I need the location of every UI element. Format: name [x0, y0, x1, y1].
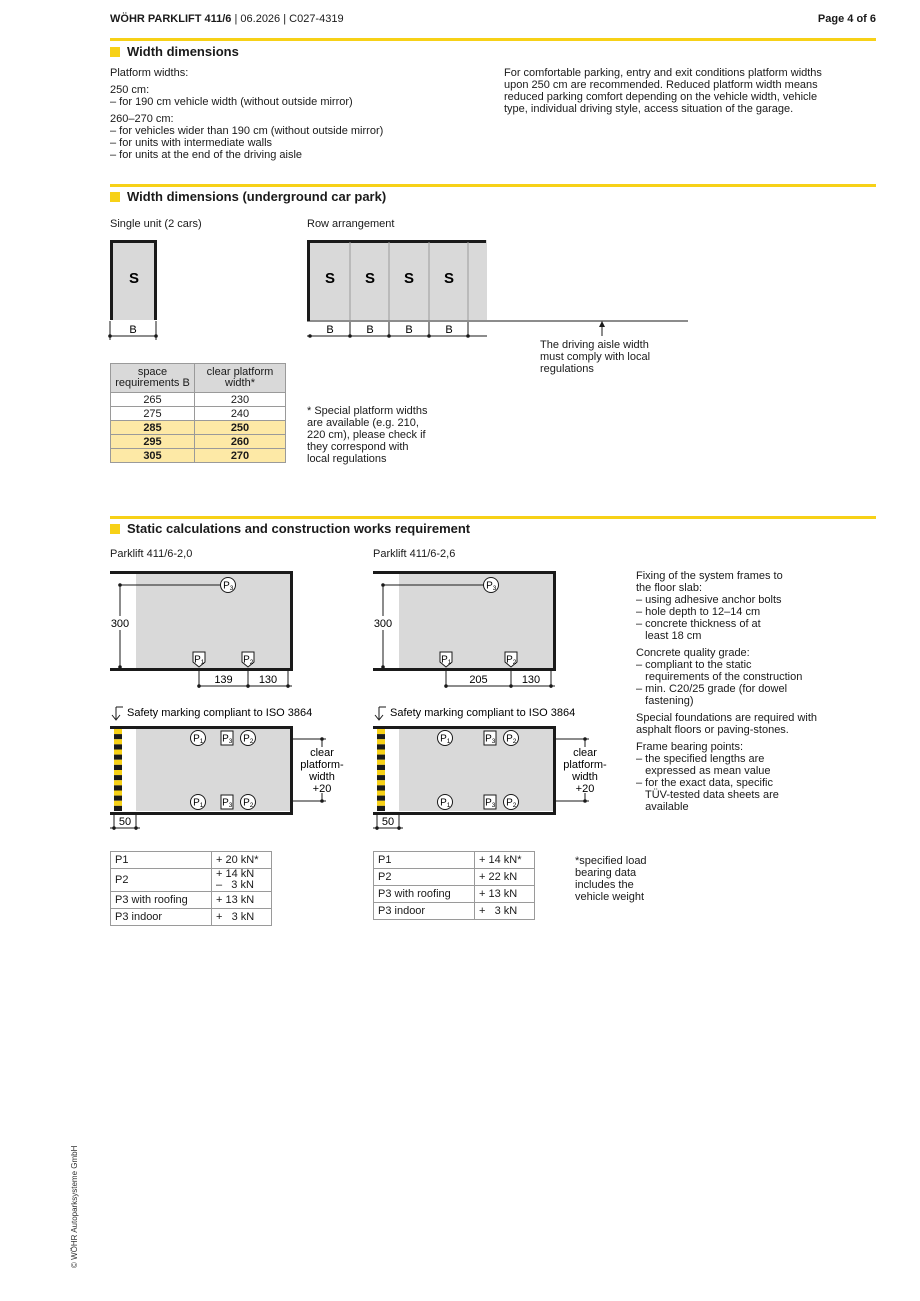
- section-square-icon: [110, 47, 120, 57]
- table-cell: P2: [111, 869, 212, 892]
- dim-dot: [112, 826, 116, 830]
- width-text-right: [504, 67, 884, 115]
- safety-stripe: [114, 760, 122, 765]
- safety-stripe: [114, 806, 122, 811]
- table-cell: 305: [111, 449, 195, 463]
- bearing-point-label: P: [506, 654, 513, 666]
- text-line: Platform widths:: [110, 67, 189, 79]
- safety-stripe: [377, 806, 385, 811]
- dim-dot: [375, 826, 379, 830]
- safety-stripe: [114, 734, 122, 739]
- bearing-point-label: P: [193, 733, 200, 745]
- safety-stripe: [377, 739, 385, 744]
- safety-stripe: [377, 744, 385, 749]
- text-line: available: [636, 801, 689, 813]
- text-line: 250 cm:: [110, 84, 150, 96]
- bearing-point-label: P: [506, 733, 513, 745]
- safety-stripe: [377, 801, 385, 806]
- text-line: – compliant to the static: [636, 659, 752, 671]
- platform-rect: [136, 729, 290, 811]
- table-cell: P1: [374, 852, 475, 869]
- model-name: Parklift 411/6-2,6: [373, 548, 456, 560]
- section-square-icon: [110, 524, 120, 534]
- text-line: least 18 cm: [636, 630, 702, 642]
- text-line: – for 190 cm vehicle width (without outside mirror): [110, 96, 353, 108]
- bearing-point-subscript: 1: [200, 659, 205, 666]
- bearing-point-subscript: 2: [512, 802, 517, 809]
- text-line: The driving aisle width: [540, 339, 649, 351]
- dim-dot: [246, 684, 250, 688]
- page-number: Page 4 of 6: [817, 13, 876, 25]
- table-row: [111, 449, 286, 463]
- space-label: S: [403, 270, 415, 287]
- dim-label: 139: [214, 674, 233, 686]
- table-cell: P3 with roofing: [374, 886, 475, 903]
- safety-stripe: [114, 770, 122, 775]
- clear-width-label: clear: [573, 747, 597, 759]
- arrow-down-icon: [375, 707, 386, 720]
- copyright: © WÖHR Autoparksysteme GmbH: [70, 1145, 79, 1268]
- table-cell: 265: [111, 393, 195, 407]
- safety-stripe: [377, 734, 385, 739]
- text-line: regulations: [540, 363, 594, 375]
- dim-dot: [381, 665, 385, 669]
- load-footnote: [575, 855, 647, 903]
- table-cell: + 13 kN: [475, 886, 535, 903]
- table-cell: 250: [195, 421, 286, 435]
- safety-stripe: [114, 765, 122, 770]
- dim-label: 130: [258, 674, 278, 686]
- text-line: upon 250 cm are recommended. Reduced platform width means: [504, 79, 818, 91]
- table-cell: + 14 kN*: [475, 852, 535, 869]
- space-label: S: [128, 270, 140, 287]
- divider: [110, 184, 876, 187]
- bearing-point-label: P: [441, 654, 448, 666]
- safety-stripe: [377, 765, 385, 770]
- safety-stripe: [377, 760, 385, 765]
- clear-width-label: platform-: [563, 759, 607, 771]
- safety-stripe: [377, 791, 385, 796]
- bearing-point-subscript: 2: [249, 738, 254, 745]
- safety-stripe: [114, 780, 122, 785]
- bearing-point-label: P: [485, 733, 492, 745]
- dim-dot: [509, 684, 513, 688]
- section-width-dimensions: Width dimensions: [110, 44, 239, 59]
- table-row: [111, 407, 286, 421]
- table-row: [374, 852, 535, 869]
- text-line: they correspond with: [307, 441, 409, 453]
- platform-rect: [136, 574, 290, 668]
- bearing-point-subscript: 3: [492, 585, 497, 592]
- safety-stripe: [377, 750, 385, 755]
- table-cell: + 20 kN*: [212, 852, 272, 869]
- text-line: – for the exact data, specific: [636, 777, 773, 789]
- bearing-point-label: P: [194, 654, 201, 666]
- clear-width-label: width: [572, 771, 598, 783]
- space-requirements-table: [110, 363, 286, 463]
- bearing-point-subscript: 3: [229, 585, 234, 592]
- text-line: are available (e.g. 210,: [307, 417, 419, 429]
- doc-meta: | 06.2026 | C027-4319: [231, 13, 344, 25]
- text-line: asphalt floors or paving-stones.: [636, 724, 789, 736]
- text-line: the floor slab:: [636, 582, 703, 594]
- text-line: * Special platform widths: [307, 405, 428, 417]
- table-row: [374, 869, 535, 886]
- section-square-icon: [110, 192, 120, 202]
- dim-dot: [397, 826, 401, 830]
- safety-stripe: [114, 744, 122, 749]
- width-text-left: [110, 67, 490, 161]
- bearing-point-label: P: [223, 580, 230, 592]
- bearing-point-subscript: 2: [249, 802, 254, 809]
- bearing-point-label: P: [486, 580, 493, 592]
- bearing-point-subscript: 1: [199, 802, 204, 809]
- dim-label: 205: [469, 674, 488, 686]
- bearing-point-subscript: 2: [249, 659, 254, 666]
- dim-b-label: B: [366, 324, 374, 336]
- table-cell: P3 with roofing: [111, 892, 212, 909]
- clear-width-label: width: [309, 771, 335, 783]
- text-line: must comply with local: [540, 351, 651, 363]
- safety-stripe: [114, 755, 122, 760]
- text-line: – for units with intermediate walls: [110, 137, 273, 149]
- text-line: *specified load: [575, 855, 647, 867]
- divider: [110, 38, 876, 41]
- table-cell: 230: [195, 393, 286, 407]
- safety-stripe: [114, 785, 122, 790]
- section-underground: Width dimensions (underground car park): [110, 189, 386, 204]
- safety-stripe: [114, 750, 122, 755]
- clear-width-label: clear: [310, 747, 334, 759]
- table-cell: 260: [195, 435, 286, 449]
- bearing-point-subscript: 1: [446, 738, 451, 745]
- safety-stripe: [377, 796, 385, 801]
- dim-dot: [549, 684, 553, 688]
- text-line: Concrete quality grade:: [636, 647, 750, 659]
- table-row: [111, 852, 272, 869]
- dim-dot: [134, 826, 138, 830]
- clear-width-label: +20: [312, 783, 332, 795]
- height-label: 300: [110, 618, 130, 630]
- table-row: [111, 435, 286, 449]
- text-line: vehicle weight: [575, 891, 645, 903]
- arrow-down-icon: [112, 707, 123, 720]
- dim-dot: [286, 684, 290, 688]
- table-cell: 285: [111, 421, 195, 435]
- bearing-point-subscript: 1: [199, 738, 204, 745]
- dim-b-label: B: [326, 324, 334, 336]
- dim-dot: [197, 684, 201, 688]
- table-cell: P2: [374, 869, 475, 886]
- dim-label: 130: [521, 674, 541, 686]
- bearing-point-label: P: [222, 797, 229, 809]
- text-line: requirements of the construction: [636, 671, 803, 683]
- table-row: [111, 909, 272, 926]
- bearing-point-label: P: [193, 797, 200, 809]
- bearing-point-label: P: [440, 733, 447, 745]
- text-line: – using adhesive anchor bolts: [636, 594, 782, 606]
- text-line: bearing data: [575, 867, 637, 879]
- aisle-note: [540, 339, 650, 375]
- bearing-point-subscript: 3: [491, 802, 496, 809]
- doc-header: [110, 13, 344, 25]
- safety-stripe: [377, 775, 385, 780]
- text-line: – hole depth to 12–14 cm: [636, 606, 761, 618]
- space-label: S: [443, 270, 455, 287]
- table-cell: 275: [111, 407, 195, 421]
- row-arrangement-label: Row arrangement: [307, 218, 395, 230]
- safety-stripe: [114, 796, 122, 801]
- text-line: fastening): [636, 695, 694, 707]
- underground-diagram: [100, 230, 720, 350]
- platform-rect: [399, 574, 553, 668]
- text-line: type, individual driving style, access situation of the garage.: [504, 103, 794, 115]
- safety-label: Safety marking compliant to ISO 3864: [127, 707, 313, 719]
- text-line: TÜV-tested data sheets are: [636, 789, 779, 801]
- dim-label: 50: [381, 816, 395, 828]
- text-line: local regulations: [307, 453, 387, 465]
- table-row: [374, 886, 535, 903]
- height-label: 300: [373, 618, 393, 630]
- table-header: space requirements B: [111, 364, 195, 393]
- bearing-point-subscript: 1: [447, 659, 452, 666]
- table-header: clear platform width*: [195, 364, 286, 393]
- static-notes: [636, 570, 876, 813]
- table-cell: P3 indoor: [111, 909, 212, 926]
- bearing-point-subscript: 3: [491, 738, 496, 745]
- bearing-point-label: P: [506, 797, 513, 809]
- table-cell: + 22 kN: [475, 869, 535, 886]
- special-widths-footnote: [307, 405, 427, 465]
- load-table: [110, 851, 272, 926]
- platform-rect: [399, 729, 553, 811]
- model-name: Parklift 411/6-2,0: [110, 548, 193, 560]
- safety-stripe: [377, 755, 385, 760]
- text-line: includes the: [575, 879, 634, 891]
- safety-stripe: [377, 780, 385, 785]
- table-cell: + 14 kN – 3 kN: [212, 869, 272, 892]
- bearing-point-label: P: [243, 654, 250, 666]
- dim-dot: [118, 665, 122, 669]
- table-cell: + 3 kN: [475, 903, 535, 920]
- table-cell: 270: [195, 449, 286, 463]
- text-line: reduced parking comfort depending on the vehicle width, vehicle: [504, 91, 818, 103]
- dim-b-label: B: [405, 324, 413, 336]
- table-row: [374, 903, 535, 920]
- table-row: [111, 869, 272, 892]
- text-line: expressed as mean value: [636, 765, 771, 777]
- table-cell: + 13 kN: [212, 892, 272, 909]
- table-cell: 295: [111, 435, 195, 449]
- table-cell: 240: [195, 407, 286, 421]
- text-line: Special foundations are required with: [636, 712, 818, 724]
- safety-stripe: [114, 791, 122, 796]
- bearing-point-subscript: 3: [228, 738, 233, 745]
- bearing-point-label: P: [485, 797, 492, 809]
- product-name: WÖHR PARKLIFT 411/6: [110, 13, 232, 25]
- safety-stripe: [114, 729, 122, 734]
- dim-dot: [444, 684, 448, 688]
- bearing-point-subscript: 2: [512, 738, 517, 745]
- clear-width-label: +20: [575, 783, 595, 795]
- bearing-point-subscript: 3: [228, 802, 233, 809]
- text-line: 260–270 cm:: [110, 113, 174, 125]
- bearing-point-label: P: [243, 733, 250, 745]
- table-row: [111, 892, 272, 909]
- text-line: – for units at the end of the driving aisle: [110, 149, 303, 161]
- text-line: – for vehicles wider than 190 cm (without outside mirror): [110, 125, 384, 137]
- dim-label: 50: [118, 816, 132, 828]
- divider: [110, 516, 876, 519]
- safety-stripe: [377, 785, 385, 790]
- text-line: Frame bearing points:: [636, 741, 743, 753]
- text-line: – the specified lengths are: [636, 753, 765, 765]
- clear-width-label: platform-: [300, 759, 344, 771]
- space-label: S: [364, 270, 376, 287]
- space-label: S: [324, 270, 336, 287]
- bearing-point-subscript: 2: [512, 659, 517, 666]
- dim-b-label: B: [445, 324, 453, 336]
- text-line: – min. C20/25 grade (for dowel: [636, 683, 788, 695]
- bearing-point-label: P: [243, 797, 250, 809]
- dim-b-label: B: [129, 324, 137, 336]
- safety-stripe: [377, 770, 385, 775]
- safety-stripe: [377, 729, 385, 734]
- static-diagram: [100, 562, 620, 842]
- table-row: [111, 421, 286, 435]
- safety-label: Safety marking compliant to ISO 3864: [390, 707, 576, 719]
- single-unit-label: Single unit (2 cars): [110, 218, 202, 230]
- text-line: 220 cm), please check if: [307, 429, 426, 441]
- text-line: For comfortable parking, entry and exit conditions platform widths: [504, 67, 822, 79]
- table-row: [111, 393, 286, 407]
- bearing-point-label: P: [222, 733, 229, 745]
- bearing-point-subscript: 1: [446, 802, 451, 809]
- table-cell: P3 indoor: [374, 903, 475, 920]
- safety-stripe: [114, 775, 122, 780]
- safety-stripe: [114, 801, 122, 806]
- section-static: Static calculations and construction works requirement: [110, 521, 470, 536]
- text-line: – concrete thickness of at: [636, 618, 761, 630]
- table-cell: P1: [111, 852, 212, 869]
- safety-stripe: [114, 739, 122, 744]
- text-line: Fixing of the system frames to: [636, 570, 783, 582]
- load-table: [373, 851, 535, 920]
- table-cell: + 3 kN: [212, 909, 272, 926]
- bearing-point-label: P: [440, 797, 447, 809]
